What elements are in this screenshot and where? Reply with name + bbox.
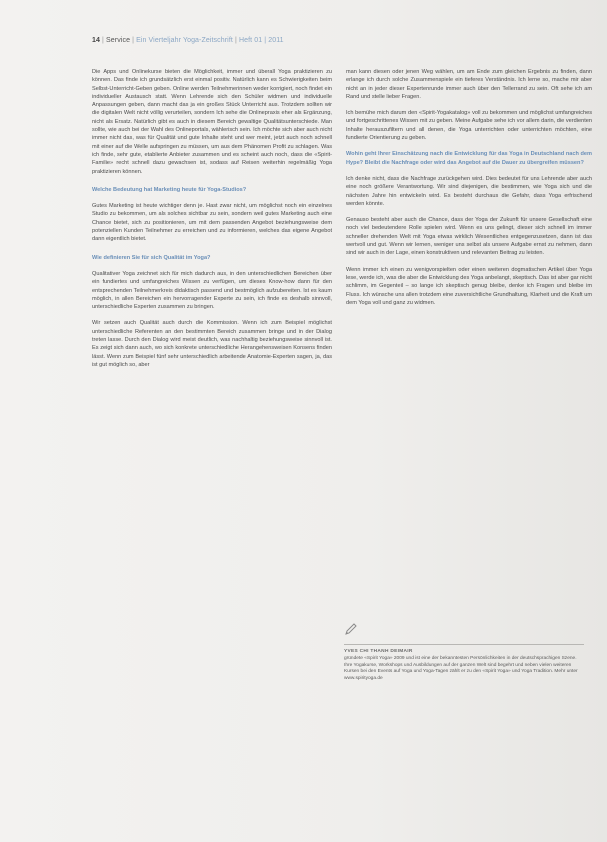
body-paragraph: man kann diesen oder jenen Weg wählen, um am Ende zum gleichen Ergebnis zu finden, dann erlange ich durch solche Zusammenspiele ein tieferes Verständnis. Ich lerne so, mache mir aber nicht an in jeder dieser Expertenrunde immer auch über den Tellerrand zu sein. Oft sehe ich am Rand und stelle lieber Fragen. xyxy=(346,69,592,100)
left-column xyxy=(92,68,332,377)
body-paragraph: Die Apps und Onlinekurse bieten die Möglichkeit, immer und überall Yoga praktizieren zu können. Das finde ich grundsätzlich erst einmal positiv. Natürlich kann es Schwierigkeiten beim Selbst-Unterricht-Geben geben. Online werden Teilnehmerinnen weder korrigiert, noch findet ein individueller Austausch statt. Wenn Lehrende sich den Schüler widmen und individuelle Anpassungen geben, dann macht das ja ein großes Stück Unterricht aus. Trotzdem sollten wir die digitalen Welt nicht völlig verurteilen, sondern Ich sehe die Onlinepraxis eher als Ergänzung, nicht als Ersatz. Natürlich gibt es auch in diesem Bereich gewaltige Qualitätsunterschiede. Man sollte, wie auch bei der Wahl des Onlineportals, wählerisch sein. Ich möchte sich aber auch nicht immer nicht das, was für Qualität und gute Inhalte steht und wer meint, jetzt auch noch schnell mit einer auf die Welle aufspringen zu müssen, um aus dem Phänomen Profit zu schlagen. Was ich finde, sehr gute, etablierte Anbieter zusammen und es scheint auch noch, dass die «Spirit-Familie» recht schnell dazu gewachsen ist, sodass auf Reisen weiterhin regelmäßig Yoga praktizieren können. xyxy=(92,69,332,175)
header-separator: | xyxy=(234,37,239,44)
issue-label: Heft 01 | 2011 xyxy=(238,37,284,44)
right-column xyxy=(346,68,592,315)
body-paragraph: Genauso besteht aber auch die Chance, dass der Yoga der Zukunft für unsere Gesellschaft eine noch viel bedeutendere Rolle spielen wird. Wenn es uns gelingt, dieser sich schnell im immer schneller drehenden Welt mit Yoga etwas wirklich Wesentliches entgegenzusetzen, dann ist das wertvoll und gut. Wenn wir lernen, weniger uns selbst als unsere Aufgabe ernst zu nehmen, dann sind wir auch in der Lage, einen konstruktiven und relevanten Beitrag zu leisten. xyxy=(346,217,592,257)
body-paragraph: Wir setzen auch Qualität auch durch die Kommission. Wenn ich zum Beispiel möglichst unterschiedliche Referenten an den bestimmten Bereich zusammen bringe und in der Dialog treten lasse. Durch den Dialog wird meist deutlich, was nachhaltig beziehungsweise sinnvoll ist. Es zeigt sich dann auch, wo sich konkrete unterschiedliche Herangehensweisen Konsens finden lässt. Wenn zum Beispiel fünf sehr unterschiedlich arbeitende Anatomie-Experten sagen, ja, das ist gut möglich so, aber xyxy=(92,320,332,368)
bio-divider xyxy=(344,644,584,645)
body-paragraph: Ich denke nicht, dass die Nachfrage zurückgehen wird. Dies bedeutet für uns Lehrende aber auch eine noch größere Verantwortung. Wir sind diejenigen, die bestimmen, wie Yoga sich und die nächsten Jahre hin entwickeln wird. Es besteht durchaus die Gefahr, dass Yoga erfrischend werden könnte. xyxy=(346,175,592,207)
body-paragraph: Ich bemühe mich darum den «Spirit-Yogakatalog» voll zu bekommen und möglichst umfangreiches und fortgeschrittenes Wissen mit zu geben. Meine Aufgabe sehe ich vor allem darin, die verdienten Inhalte herauszufiltern und all denen, die Yoga unterrichten oder unterrichten möchten, eine fundierte Orientierung zu geben. xyxy=(346,110,592,142)
bio-text: gründete «Spirit Yoga» 2009 und ist eine der bekanntesten Persönlichkeiten in der deutschsprachigen Szene. Ihre Yogakurse, Workshops und Ausbildungen auf der ganzen Welt sind begehrt und neben vielen weiteren Kursen bei den Events auf Yoga und Yoga-Tagen zählt er zu den «Spirit Yoga» und Yoga Tradition. Mehr unter www.spirityoga.de xyxy=(344,656,578,681)
body-paragraph: Gutes Marketing ist heute wichtiger denn je. Hast zwar nicht, um möglichst noch ein einzelnes Studio zu bekommen, um als solches sichtbar zu sein, sondern weil gutes Marketing auch eine Chance bietet, sich zu positionieren, um mit dem passenden Angebot beziehungsweise dem potenziellen Kunden Teilnehmer zu erreichen und zu informieren, welches das eigene Angebot dann eigentlich bietet. xyxy=(92,203,332,243)
interview-question: Welche Bedeutung hat Marketing heute für Yoga-Studios? xyxy=(92,186,247,193)
body-paragraph: Wenn immer ich einen zu wenigvorspielten oder einen weiteren dogmatischen Artikel über Yoga lese, werde ich, was die aber die Entwicklung des Yoga anbelangt, skeptisch. Das ist aber gar nicht schlimm, im Gegenteil – so lange ich skeptisch genug bleibe, denke ich Fragen und bleibe im Fluss. Ich wünsche uns allen trotzdem eine zuversichtliche Grundhaltung, Klarheit und die Kraft um dem Yoga voll und ganz zu widmen. xyxy=(346,266,592,306)
header-separator: | xyxy=(102,37,107,44)
header-separator: | xyxy=(132,37,137,44)
interview-question: Wie definieren Sie für sich Qualität im Yoga? xyxy=(92,254,211,261)
page-header xyxy=(92,37,284,44)
bio-heading: YVES CHI THANH DEIMAIR xyxy=(344,649,413,654)
publication-name: Ein Vierteljahr Yoga-Zeitschrift xyxy=(136,37,233,44)
page-number: 14 xyxy=(92,37,100,44)
author-bio xyxy=(344,649,584,682)
body-paragraph: Qualitativer Yoga zeichnet sich für mich dadurch aus, in den unterschiedlichen Bereichen über ein fundiertes und umfangreiches Wissen zu verfügen, um dieses Know-how dann für den entsprechenden Teilnehmerkreis didaktisch passend und bestmöglich aufzubereiten. Ist es kaum möglich, in allen Bereichen ein hervorragender Experte zu sein, ich finde es deshalb sinnvoll, unterschiedliche Experten zusammen zu bringen. xyxy=(92,270,332,311)
section-label: Service xyxy=(106,37,131,44)
pen-icon xyxy=(344,622,358,636)
interview-question: Wohin geht Ihrer Einschätzung nach die Entwicklung für das Yoga in Deutschland nach dem Hype? Bleibt die Nachfrage oder wird das Angebot auf die Dauer zu übergreifen müssen? xyxy=(346,151,592,166)
